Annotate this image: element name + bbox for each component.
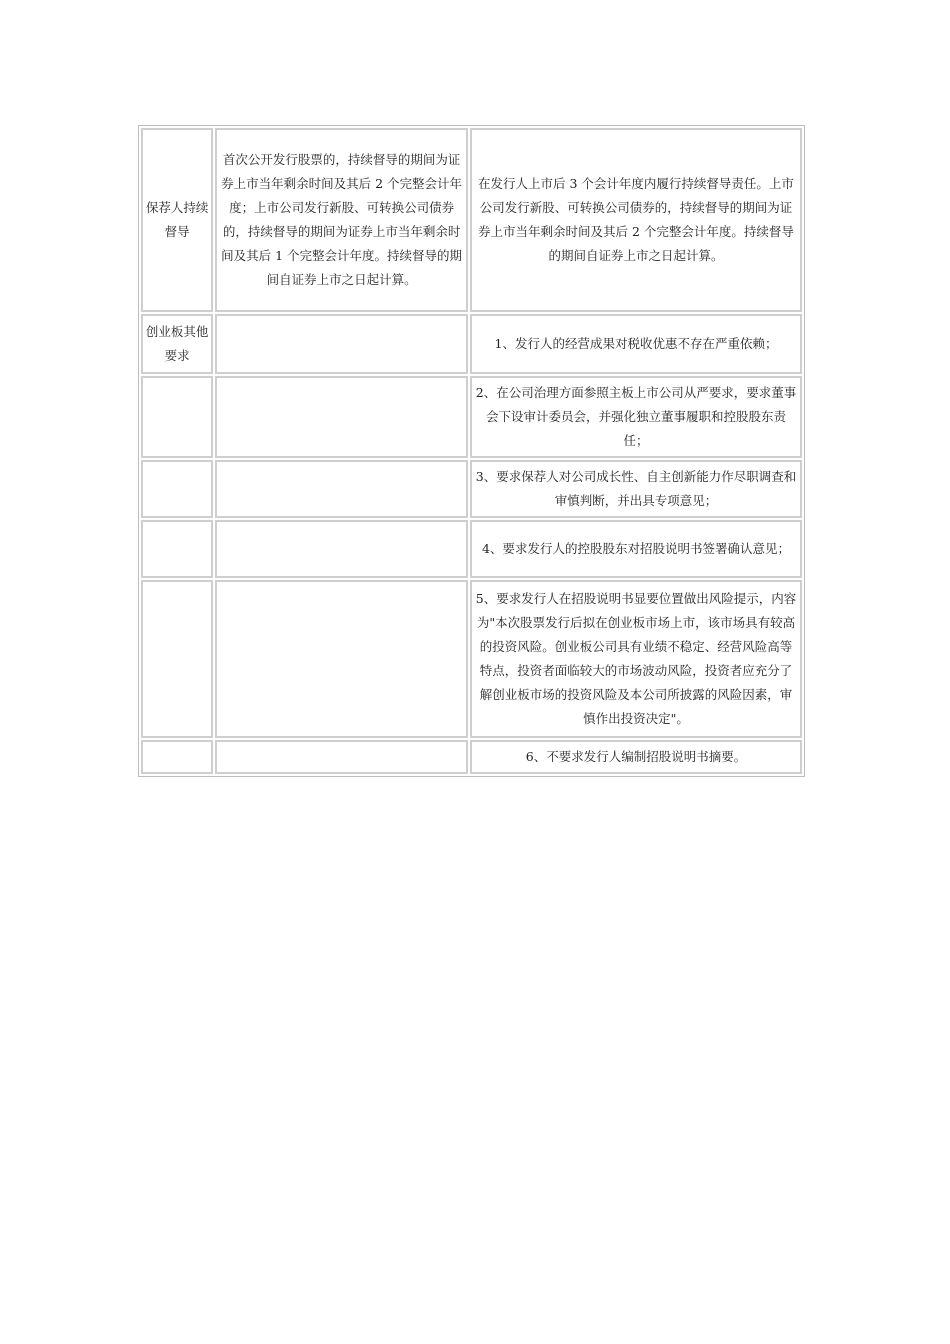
main-board-cell	[215, 740, 468, 774]
gem-cell: 2、在公司治理方面参照主板上市公司从严要求，要求董事会下设审计委员会，并强化独立董事履职和控股股东责任；	[470, 376, 802, 458]
row-label-cell	[141, 740, 213, 774]
row-label-cell	[141, 460, 213, 518]
main-board-cell	[215, 520, 468, 578]
row-label-cell: 创业板其他要求	[141, 314, 213, 374]
row-label-cell	[141, 376, 213, 458]
gem-cell: 1、发行人的经营成果对税收优惠不存在严重依赖；	[470, 314, 802, 374]
table-row	[141, 314, 802, 374]
main-board-cell: 首次公开发行股票的，持续督导的期间为证券上市当年剩余时间及其后 2 个完整会计年度；上市公司发行新股、可转换公司债券的，持续督导的期间为证券上市当年剩余时间及其后 1 个完整会计年度。持续督导的期间自证券上市之日起计算。	[215, 128, 468, 312]
row-label-cell	[141, 520, 213, 578]
table-row	[141, 128, 802, 312]
main-board-cell	[215, 580, 468, 738]
table-row	[141, 376, 802, 458]
gem-cell: 在发行人上市后 3 个会计年度内履行持续督导责任。上市公司发行新股、可转换公司债券的，持续督导的期间为证券上市当年剩余时间及其后 2 个完整会计年度。持续督导的期间自证券上市之日起计算。	[470, 128, 802, 312]
table-row	[141, 460, 802, 518]
gem-cell: 4、要求发行人的控股股东对招股说明书签署确认意见；	[470, 520, 802, 578]
table-row	[141, 580, 802, 738]
gem-cell: 5、要求发行人在招股说明书显要位置做出风险提示，内容为"本次股票发行后拟在创业板市场上市，该市场具有较高的投资风险。创业板公司具有业绩不稳定、经营风险高等特点，投资者面临较大的市场波动风险，投资者应充分了解创业板市场的投资风险及本公司所披露的风险因素，审慎作出投资决定"。	[470, 580, 802, 738]
comparison-table	[138, 125, 805, 777]
row-label-cell	[141, 580, 213, 738]
table-row	[141, 520, 802, 578]
main-board-cell	[215, 314, 468, 374]
table-row	[141, 740, 802, 774]
main-board-cell	[215, 460, 468, 518]
main-board-cell	[215, 376, 468, 458]
gem-cell: 6、不要求发行人编制招股说明书摘要。	[470, 740, 802, 774]
gem-cell: 3、要求保荐人对公司成长性、自主创新能力作尽职调查和审慎判断，并出具专项意见；	[470, 460, 802, 518]
row-label-cell: 保荐人持续督导	[141, 128, 213, 312]
